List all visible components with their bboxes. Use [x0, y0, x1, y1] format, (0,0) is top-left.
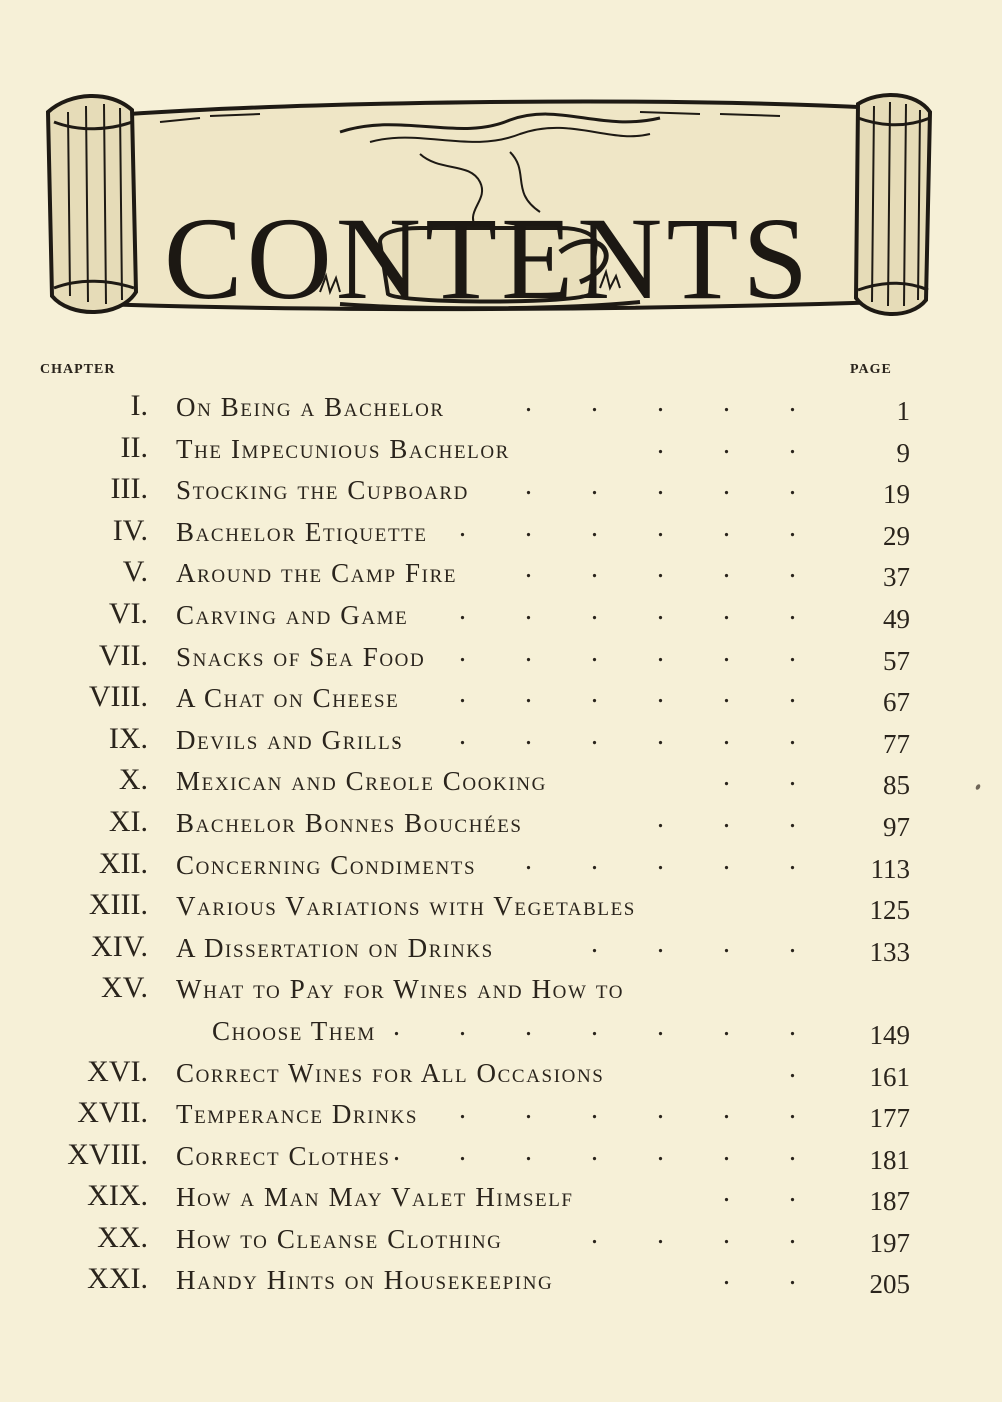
toc-row: [0, 760, 1002, 802]
page-number: 205: [869, 1269, 910, 1300]
chapter-title: Various Variations with Vegetables: [176, 891, 636, 922]
chapter-title: How to Cleanse Clothing: [176, 1223, 503, 1254]
chapter-title: Bachelor Bonnes Bouchées: [176, 807, 523, 838]
chapter-title: A Dissertation on Drinks: [176, 932, 494, 963]
dot-leader: . . . . . . .: [393, 1135, 822, 1167]
toc-row: [0, 1259, 1002, 1301]
chapter-number: XXI.: [87, 1262, 148, 1296]
dot-leader: . . .: [657, 428, 822, 460]
dot-leader: . . . . .: [525, 553, 822, 585]
dot-leader: .: [789, 1052, 822, 1084]
toc-row: [0, 428, 1002, 470]
scroll-banner-illustration: [40, 82, 936, 322]
dot-leader: . .: [723, 1177, 822, 1209]
toc-row: [0, 1176, 1002, 1218]
page-number: 97: [883, 811, 910, 842]
chapter-number: IV.: [112, 513, 148, 547]
chapter-number: II.: [120, 430, 148, 464]
toc-row: [0, 802, 1002, 844]
chapter-title: What to Pay for Wines and How to: [176, 974, 625, 1005]
chapter-title: How a Man May Valet Himself: [176, 1182, 574, 1213]
page-number: 125: [869, 895, 910, 926]
chapter-number: XVII.: [77, 1096, 148, 1130]
page-number: 149: [869, 1019, 910, 1050]
dot-leader: . . .: [657, 802, 822, 834]
dot-leader: . . . . . .: [459, 511, 822, 543]
dot-leader: . . . . .: [525, 470, 822, 502]
toc-row: [0, 636, 1002, 678]
chapter-title-continuation: Choose Them: [212, 1015, 376, 1046]
toc-row: [0, 386, 1002, 428]
page-number: 29: [883, 520, 910, 551]
dot-leader: . .: [723, 761, 822, 793]
contents-title: CONTENTS: [163, 193, 813, 324]
chapter-number: IX.: [108, 721, 148, 755]
toc-row: [0, 511, 1002, 553]
chapter-number: VIII.: [88, 680, 148, 714]
dot-leader: . . . .: [591, 927, 822, 959]
chapter-number: XI.: [108, 804, 148, 838]
toc-row: [0, 552, 1002, 594]
toc-row: [0, 677, 1002, 719]
toc-row: [0, 885, 1002, 927]
contents-banner: [40, 82, 936, 322]
chapter-number: XV.: [101, 971, 148, 1005]
dot-leader: . . . . . .: [459, 636, 822, 668]
chapter-number: XVIII.: [67, 1137, 148, 1171]
dot-leader: . . . . .: [525, 844, 822, 876]
chapter-title: Stocking the Cupboard: [176, 475, 470, 506]
page-number: 85: [883, 770, 910, 801]
toc-row: [0, 719, 1002, 761]
page-number: 181: [869, 1144, 910, 1175]
toc-row: [0, 1093, 1002, 1135]
chapter-title: Around the Camp Fire: [176, 558, 458, 589]
page-number: 77: [883, 728, 910, 759]
toc-row: [0, 1135, 1002, 1177]
chapter-title: Correct Clothes: [176, 1140, 391, 1171]
chapter-number: III.: [110, 472, 148, 506]
chapter-title: Concerning Condiments: [176, 849, 477, 880]
dot-leader: . . . . . .: [459, 594, 822, 626]
toc-row: [0, 1010, 1002, 1052]
toc-row: [0, 1052, 1002, 1094]
chapter-title: Correct Wines for All Occasions: [176, 1057, 605, 1088]
dot-leader: . . . .: [591, 1218, 822, 1250]
dot-leader: . . . . . .: [459, 678, 822, 710]
chapter-number: X.: [118, 763, 148, 797]
chapter-number: V.: [122, 555, 148, 589]
chapter-title: On Being a Bachelor: [176, 392, 445, 422]
page-number: 113: [870, 853, 910, 884]
toc-row: [0, 594, 1002, 636]
chapter-number: XIX.: [87, 1179, 148, 1213]
dot-leader: . . . . . .: [459, 1094, 822, 1126]
chapter-title: Carving and Game: [176, 599, 409, 630]
chapter-title: A Chat on Cheese: [176, 683, 400, 714]
chapter-title: The Impecunious Bachelor: [176, 433, 510, 464]
chapter-title: Devils and Grills: [176, 724, 404, 755]
chapter-number: I.: [130, 389, 148, 422]
chapter-title: Handy Hints on Housekeeping: [176, 1265, 554, 1296]
page-number: 57: [883, 645, 910, 676]
page-number: 197: [869, 1227, 910, 1258]
chapter-number: XX.: [97, 1220, 148, 1254]
page-column-label: PAGE: [850, 362, 892, 377]
toc-row: [0, 927, 1002, 969]
page-number: 9: [896, 437, 910, 468]
toc-row: [0, 1218, 1002, 1260]
page-number: 161: [869, 1061, 910, 1092]
chapter-title: Bachelor Etiquette: [176, 516, 428, 547]
page-number: 177: [869, 1103, 910, 1134]
page-number: 49: [883, 603, 910, 634]
page-number: 1: [896, 396, 910, 426]
toc-row: [0, 968, 1002, 1010]
toc-row: [0, 844, 1002, 886]
chapter-title: Mexican and Creole Cooking: [176, 766, 547, 797]
chapter-number: XIV.: [91, 929, 148, 963]
page-number: 37: [883, 562, 910, 593]
chapter-number: XVI.: [87, 1054, 148, 1088]
page-number: 133: [869, 936, 910, 967]
chapter-title: Snacks of Sea Food: [176, 641, 426, 672]
chapter-number: VI.: [108, 596, 148, 630]
page-number: 19: [883, 479, 910, 510]
chapter-number: VII.: [98, 638, 148, 672]
chapter-column-label: CHAPTER: [40, 362, 116, 377]
page-number: 67: [883, 687, 910, 718]
page-number: 187: [869, 1186, 910, 1217]
dot-leader: . .: [723, 1260, 822, 1292]
chapter-title: Temperance Drinks: [176, 1099, 419, 1130]
dot-leader: . . . . . . .: [393, 719, 822, 751]
dot-leader: . . . . . . .: [393, 1010, 822, 1042]
toc-row: [0, 469, 1002, 511]
table-of-contents: [0, 386, 1002, 1301]
chapter-number: XII.: [98, 846, 148, 880]
dot-leader: . . . . .: [525, 387, 822, 418]
chapter-number: XIII.: [88, 888, 148, 922]
